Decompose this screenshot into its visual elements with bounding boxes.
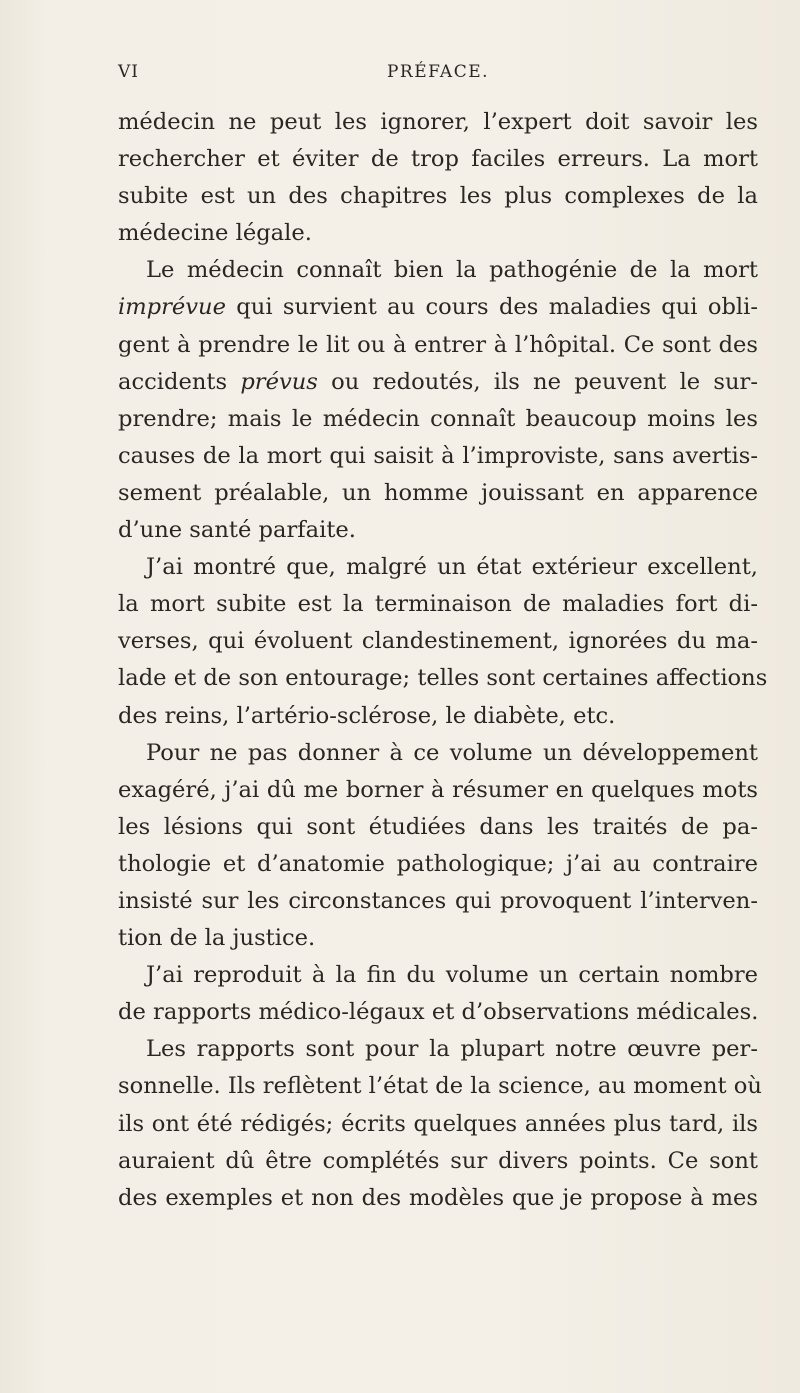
- text-line: verses, qui évoluent clandestinement, ignorées du ma-: [118, 628, 758, 655]
- text-line: subite est un des chapitres les plus complexes de la: [118, 183, 758, 210]
- text-line: thologie et d’anatomie pathologique; j’ai au contraire: [118, 850, 758, 877]
- running-title: PRÉFACE.: [386, 62, 490, 82]
- text-line: de rapports médico-légaux et d’observations médicales.: [118, 999, 759, 1026]
- text-line: ils ont été rédigés; écrits quelques années plus tard, ils: [118, 1110, 758, 1137]
- text-line: prendre; mais le médecin connaît beaucoup moins les: [118, 405, 758, 432]
- text-line-with-italic: [118, 289, 758, 326]
- text-line: sonnelle. Ils reflètent l’état de la science, au moment où: [118, 1073, 762, 1100]
- text-line: causes de la mort qui saisit à l’improviste, sans avertis-: [118, 442, 758, 469]
- text-line: gent à prendre le lit ou à entrer à l’hôpital. Ce sont des: [118, 331, 758, 358]
- text-line: la mort subite est la terminaison de maladies fort di-: [118, 591, 758, 618]
- text-line: des exemples et non des modèles que je propose à mes: [118, 1184, 758, 1211]
- text-line: auraient dû être complétés sur divers points. Ce sont: [118, 1147, 758, 1174]
- text-line: insisté sur les circonstances qui provoquent l’interven-: [118, 887, 758, 914]
- text-line: médecine légale.: [118, 220, 312, 247]
- text-line: J’ai reproduit à la fin du volume un certain nombre: [146, 962, 758, 989]
- text-line: sement préalable, un homme jouissant en apparence: [118, 479, 758, 506]
- text-line: J’ai montré que, malgré un état extérieur excellent,: [146, 554, 758, 581]
- text-line: d’une santé parfaite.: [118, 517, 356, 544]
- text-line: exagéré, j’ai dû me borner à résumer en quelques mots: [118, 776, 758, 803]
- text-line: rechercher et éviter de trop faciles erreurs. La mort: [118, 146, 758, 173]
- text-line-start: accidents: [118, 368, 241, 395]
- text-line: les lésions qui sont étudiées dans les traités de pa-: [118, 813, 758, 840]
- text-line: tion de la justice.: [118, 925, 316, 952]
- text-line: Pour ne pas donner à ce volume un développement: [146, 739, 758, 766]
- text-line-rest: ou redoutés, ils ne peuvent le sur-: [317, 368, 758, 395]
- page-number: VI: [118, 62, 139, 82]
- body-text: [118, 104, 768, 1217]
- text-line: Le médecin connaît bien la pathogénie de la mort: [146, 257, 758, 284]
- text-line: Les rapports sont pour la plupart notre œuvre per-: [146, 1036, 758, 1063]
- text-line-rest: qui survient au cours des maladies qui obli-: [225, 294, 758, 321]
- italic-word: imprévue: [118, 294, 226, 321]
- text-line: des reins, l’artério-sclérose, le diabète, etc.: [118, 702, 616, 729]
- text-line-with-italic: [118, 364, 758, 401]
- italic-word: prévus: [240, 368, 318, 395]
- text-line: médecin ne peut les ignorer, l’expert doit savoir les: [118, 109, 758, 135]
- text-line: lade et de son entourage; telles sont certaines affections: [118, 665, 768, 692]
- page-header: [118, 62, 758, 86]
